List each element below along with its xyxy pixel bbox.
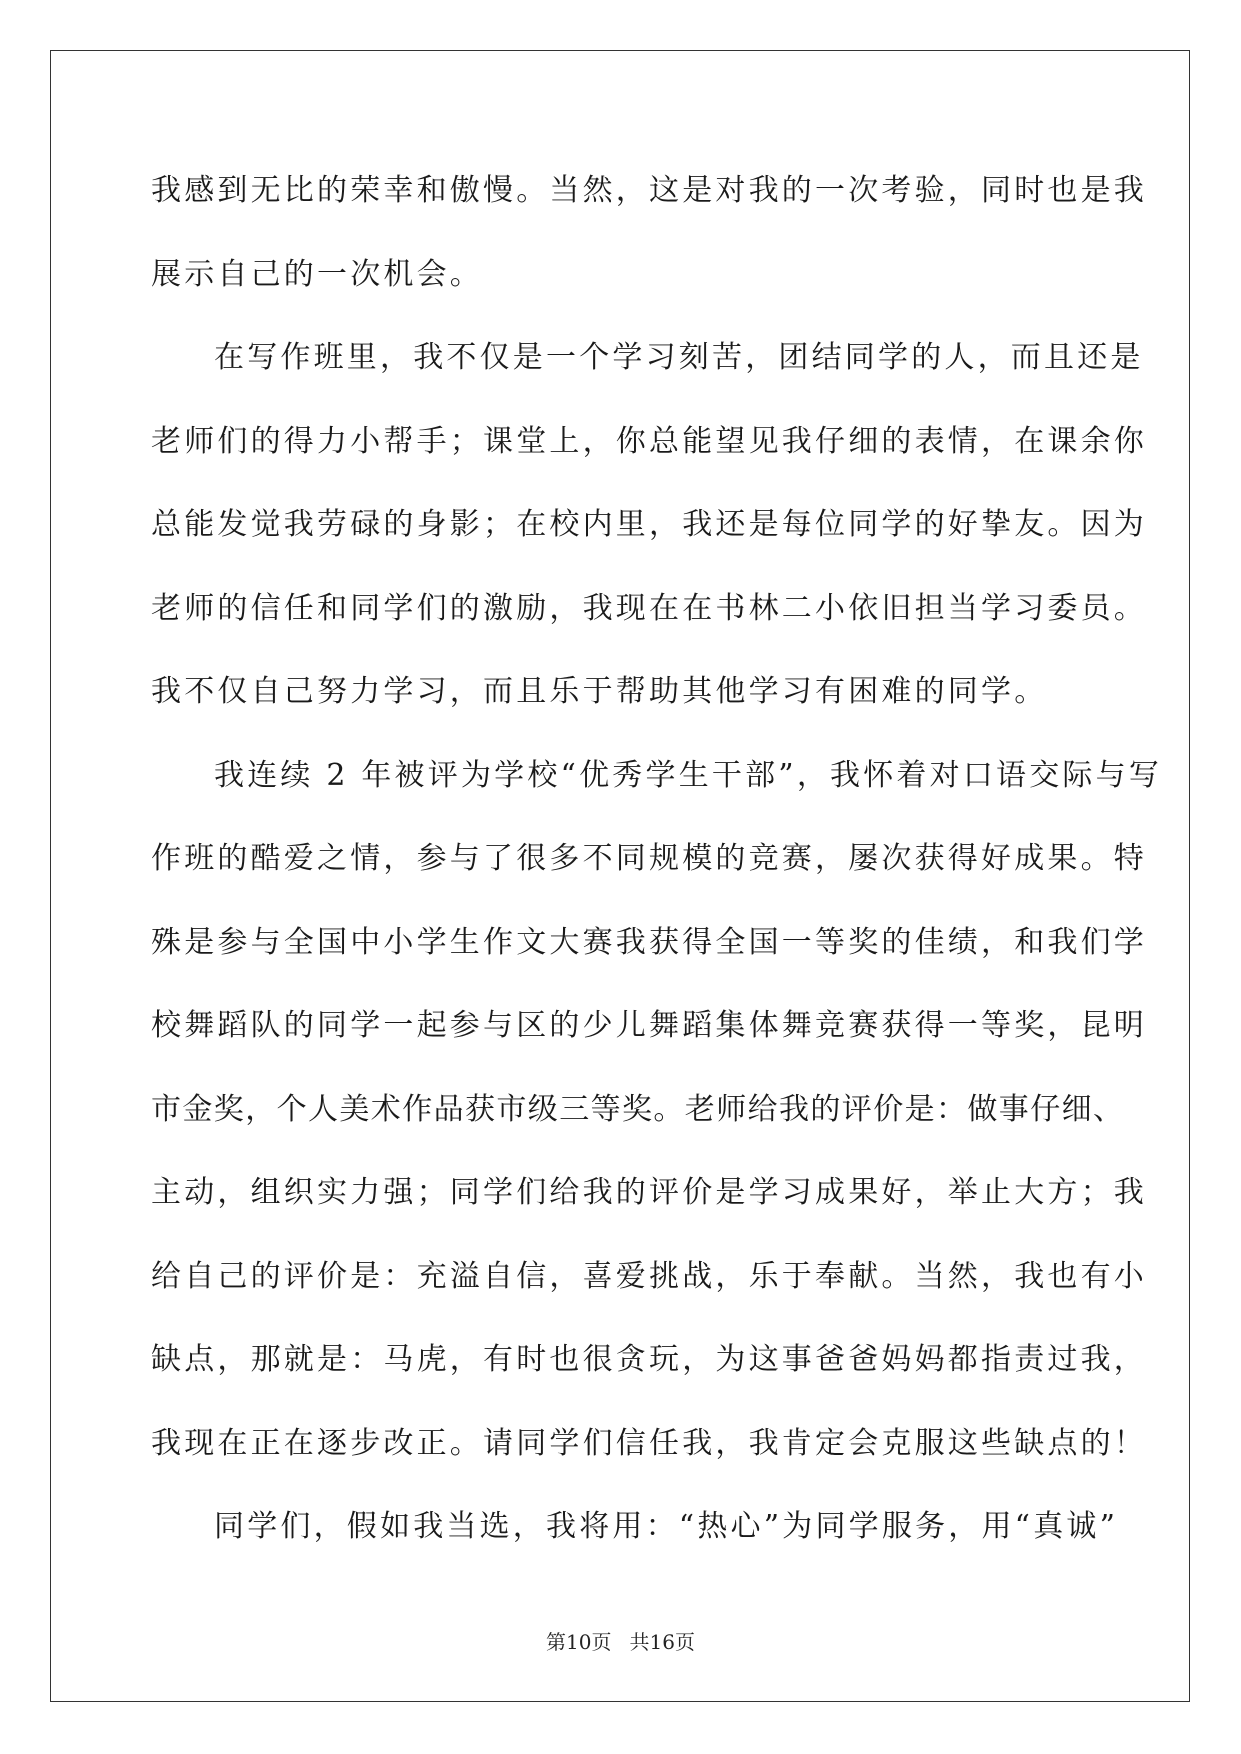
text-line: 我现在正在逐步改正。请同学们信任我，我肯定会克服这些缺点的！	[151, 1425, 1147, 1461]
text-line: 主动，组织实力强；同学们给我的评价是学习成果好，举止大方；我	[151, 1175, 1147, 1210]
text-line: 殊是参与全国中小学生作文大赛我获得全国一等奖的佳绩，和我们学	[151, 924, 1147, 960]
document-body	[151, 162, 1163, 1582]
paragraph-start-line: 同学们，假如我当选，我将用：“热心”为同学服务，用“真诚”	[214, 1509, 1119, 1544]
text-line: 校舞蹈队的同学一起参与区的少儿舞蹈集体舞竞赛获得一等奖，昆明	[151, 1008, 1147, 1043]
text-line: 我不仅自己努力学习，而且乐于帮助其他学习有困难的同学。	[151, 674, 1048, 709]
paragraph-start-line: 在写作班里，我不仅是一个学习刻苦，团结同学的人，而且还是	[214, 340, 1144, 375]
text-line: 市金奖，个人美术作品获市级三等奖。老师给我的评价是：做事仔细、	[151, 1091, 1125, 1127]
text-line: 展示自己的一次机会。	[151, 256, 483, 292]
text-line: 总能发觉我劳碌的身影；在校内里，我还是每位同学的好挚友。因为	[151, 507, 1147, 542]
text-line: 老师的信任和同学们的激励，我现在在书林二小依旧担当学习委员。	[151, 590, 1147, 626]
text-line: 作班的酷爱之情，参与了很多不同规模的竞赛，屡次获得好成果。特	[151, 841, 1147, 876]
page-footer	[0, 1626, 1241, 1655]
text-line: 我感到无比的荣幸和傲慢。当然，这是对我的一次考验，同时也是我	[151, 173, 1147, 208]
paragraph-start-line: 我连续 2 年被评为学校“优秀学生干部”，我怀着对口语交际与写	[214, 757, 1163, 793]
page-number: 第10页	[546, 1630, 612, 1654]
page-total: 共16页	[629, 1630, 695, 1654]
text-line: 老师们的得力小帮手；课堂上，你总能望见我仔细的表情，在课余你	[151, 423, 1147, 459]
text-line: 给自己的评价是：充溢自信，喜爱挑战，乐于奉献。当然，我也有小	[151, 1258, 1147, 1294]
text-line: 缺点，那就是：马虎，有时也很贪玩，为这事爸爸妈妈都指责过我，	[151, 1342, 1147, 1377]
